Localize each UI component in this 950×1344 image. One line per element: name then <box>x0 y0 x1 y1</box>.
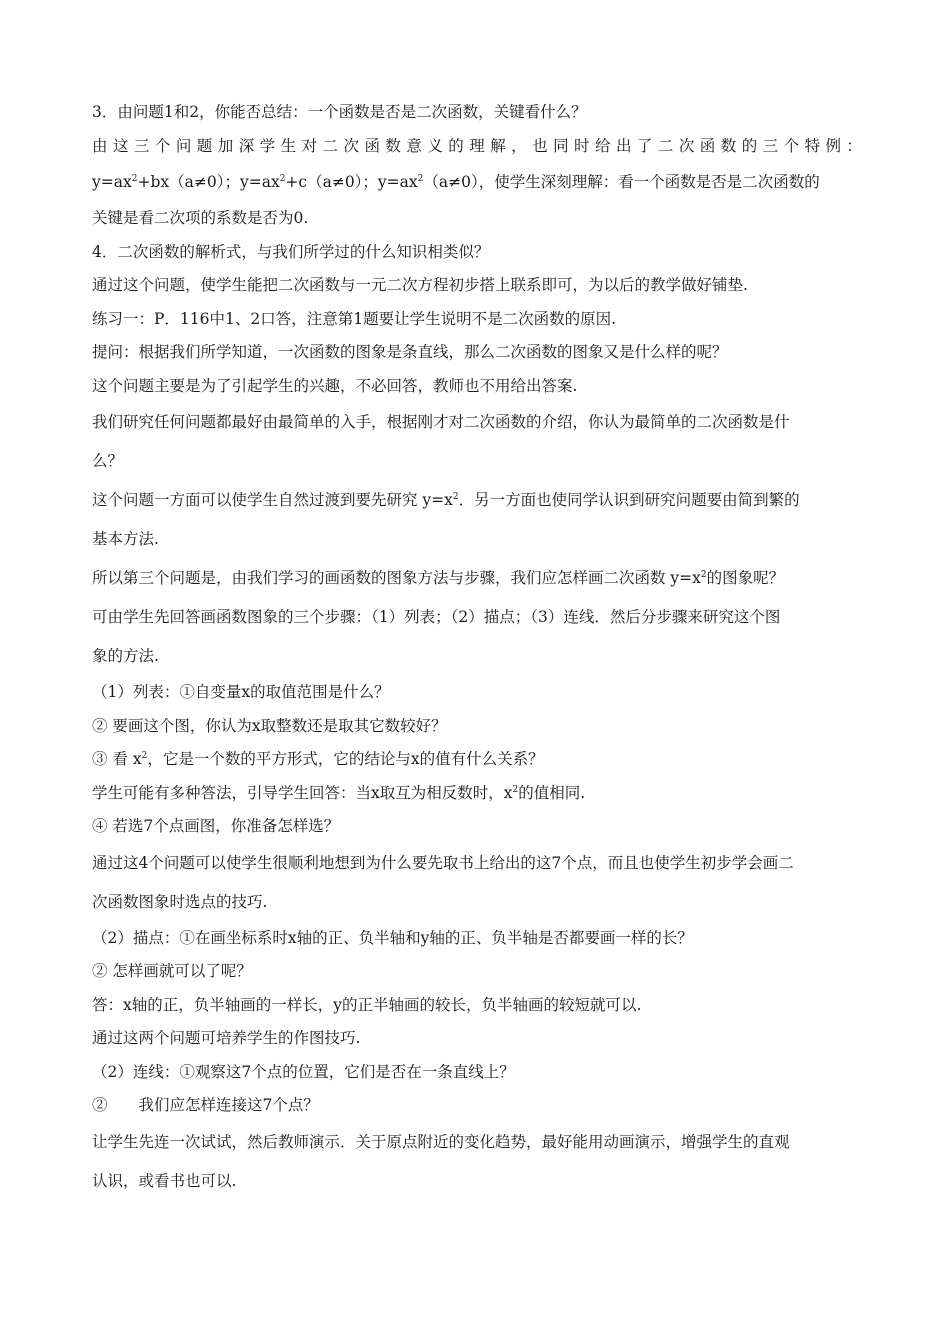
paragraph-line: 通过这个问题，使学生能把二次函数与一元二次方程初步搭上联系即可，为以后的教学做好铺垫. <box>92 276 748 294</box>
paragraph-line: ③ 看 $x^2$，它是一个数的平方形式，它的结论与x的值有什么关系？ <box>92 750 544 768</box>
step-2-line: （2）描点：①在画坐标系时x轴的正、负半轴和y轴的正、负半轴是否都要画一样的长？ <box>92 928 693 947</box>
question-4: 4．二次函数的解析式，与我们所学过的什么知识相类似？ <box>92 242 490 261</box>
paragraph-line: 关键是看二次项的系数是否为0. <box>92 209 309 227</box>
document-page <box>92 96 862 1201</box>
question-3: 3．由问题1和2，你能否总结：一个函数是否是二次函数，关键看什么？ <box>92 103 587 121</box>
superscript: 2 <box>512 784 519 795</box>
paragraph-line: 可由学生先回答画函数图象的三个步骤：（1）列表；（2）描点；（3）连线．然后分步骤来研究这个图 <box>92 608 781 626</box>
paragraph-line: 我们研究任何问题都最好由最简单的入手，根据刚才对二次函数的介绍，你认为最简单的二次函数是什 <box>92 413 790 431</box>
paragraph-line: 象的方法. <box>92 647 159 665</box>
paragraph-line: ② 我们应怎样连接这7个点？ <box>92 1096 319 1114</box>
step-1-line: （1）列表：①自变量x的取值范围是什么？ <box>92 683 390 701</box>
paragraph-line: 这个问题主要是为了引起学生的兴趣，不必回答，教师也不用给出答案. <box>92 376 578 395</box>
superscript: 2 <box>141 751 148 761</box>
superscript: 2 <box>131 174 138 184</box>
paragraph-line: 提问：根据我们所学知道，一次函数的图象是条直线，那么二次函数的图象又是什么样的呢？ <box>92 343 728 361</box>
paragraph-line: 让学生先连一次试试，然后教师演示．关于原点附近的变化趋势，最好能用动画演示，增强学生的直观 <box>92 1132 790 1151</box>
step-3-line: （2）连线：①观察这7个点的位置，它们是否在一条直线上？ <box>92 1062 515 1081</box>
exercise-line: 练习一：P．116中1、2口答，注意第1题要让学生说明不是二次函数的原因. <box>92 309 617 328</box>
paragraph-line: 学生可能有多种答法，引导学生回答：当x取互为相反数时，$x^2$的值相同. <box>92 783 586 802</box>
paragraph-line: 认识，或看书也可以. <box>92 1171 237 1190</box>
paragraph-line: 由这三个问题加深学生对二次函数意义的理解，也同时给出了二次函数的三个特例： <box>92 136 862 155</box>
paragraph-line: ② 要画这个图，你认为x取整数还是取其它数较好？ <box>92 716 447 735</box>
superscript: 2 <box>279 174 286 184</box>
paragraph-line: 次函数图象时选点的技巧. <box>92 892 268 911</box>
paragraph-line: ② 怎样画就可以了呢？ <box>92 962 252 980</box>
paragraph-line: 所以第三个问题是，由我们学习的画函数的图象方法与步骤，我们应怎样画二次函数 $y=x^2$的图象呢？ <box>92 569 785 587</box>
superscript: 2 <box>700 570 707 580</box>
superscript: 2 <box>417 174 424 184</box>
paragraph-line: 么？ <box>92 452 124 470</box>
paragraph-line: 答：x轴的正，负半轴画的一样长，y的正半轴画的较长，负半轴画的较短就可以. <box>92 995 642 1014</box>
paragraph-line: 通过这两个问题可培养学生的作图技巧. <box>92 1029 361 1047</box>
superscript: 2 <box>452 492 459 502</box>
paragraph-line: ④ 若选7个点画图，你准备怎样选？ <box>92 817 340 835</box>
paragraph-line: 通过这4个问题可以使学生很顺利地想到为什么要先取书上给出的这7个点，而且也使学生初步学会画二 <box>92 853 794 872</box>
formula-line: $y=ax^2+bx(a\ne 0)$；$y=ax^2+c(a\ne 0)$；$y=ax^2(a\ne 0)$，使学生深刻理解：看一个函数是否是二次函数的 <box>92 173 820 191</box>
paragraph-line: 这个问题一方面可以使学生自然过渡到要先研究 $y=x^2$．另一方面也使同学认识到研究问题要由简到繁的 <box>92 491 800 509</box>
paragraph-line: 基本方法. <box>92 530 159 548</box>
